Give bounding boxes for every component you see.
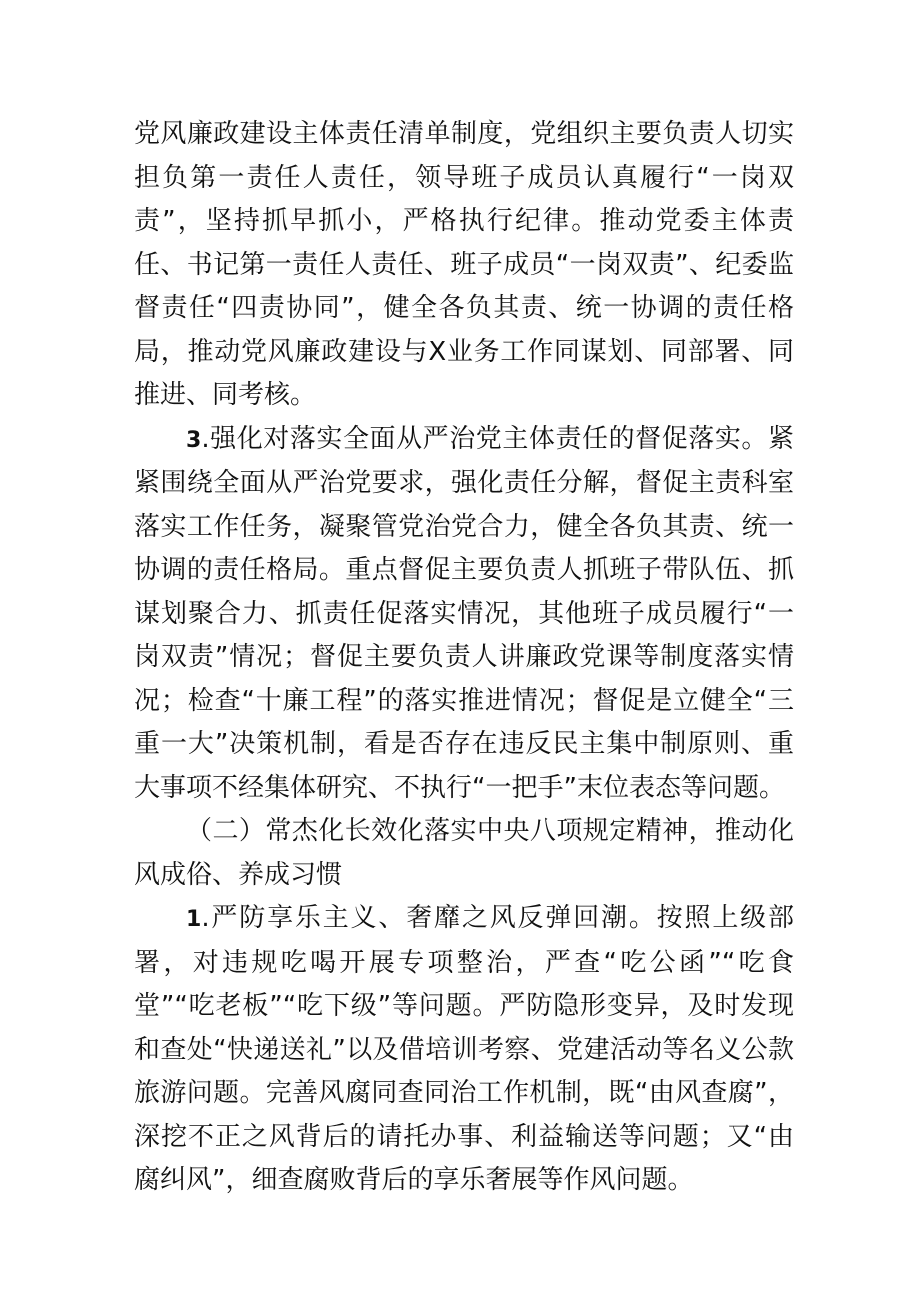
paragraph-2 xyxy=(134,418,794,811)
document-body xyxy=(134,113,794,1203)
section-heading-2 xyxy=(134,810,794,897)
paragraph-2-number: 3 xyxy=(186,427,202,453)
paragraph-2-text: .强化对落实全面从严治党主体责任的督促落实。紧紧围绕全面从严治党要求，强化责任分解，督促主责科室落实工作任务，凝聚管党治党合力，健全各负其责、统一协调的责任格局。重点督促主要负责人抓班子带队伍、抓谋划聚合力、抓责任促落实情况，其他班子成员履行“一岗双责”情况；督促主要负责人讲廉政党课等制度落实情况；检查“十廉工程”的落实推进情况；督促是立健全“三重一大”决策机制，看是否存在违反民主集中制原则、重大事项不经集体研究、不执行“一把手”末位表态等问题。 xyxy=(134,423,794,803)
paragraph-1-text: 党风廉政建设主体责任清单制度，党组织主要负责人切实担负第一责任人责任，领导班子成员认真履行“一岗双责”，坚持抓早抓小，严格执行纪律。推动党委主体责任、书记第一责任人责任、班子成员“一岗双责”、纪委监督责任“四责协同”，健全各负其责、统一协调的责任格局，推动党风廉政建设与X业务工作同谋划、同部署、同推进、同考核。 xyxy=(134,119,794,410)
paragraph-4 xyxy=(134,897,794,1203)
paragraph-4-text: .严防享乐主义、奢靡之风反弹回潮。按照上级部署，对违规吃喝开展专项整治，严查“吃公函”“吃食堂”“吃老板”“吃下级”等问题。严防隐形变异，及时发现和查处“快递送礼”以及借培训考察、党建活动等名义公款旅游问题。完善风腐同查同治工作机制，既“由风查腐”，深挖不正之风背后的请托办事、利益输送等问题；又“由腐纠风”，细查腐败背后的享乐奢展等作风问题。 xyxy=(134,903,794,1195)
paragraph-1 xyxy=(134,113,794,418)
paragraph-4-number: 1 xyxy=(186,907,202,932)
section-heading-2-text: （二）常杰化长效化落实中央八项规定精神，推动化风成俗、养成习惯 xyxy=(134,816,794,890)
